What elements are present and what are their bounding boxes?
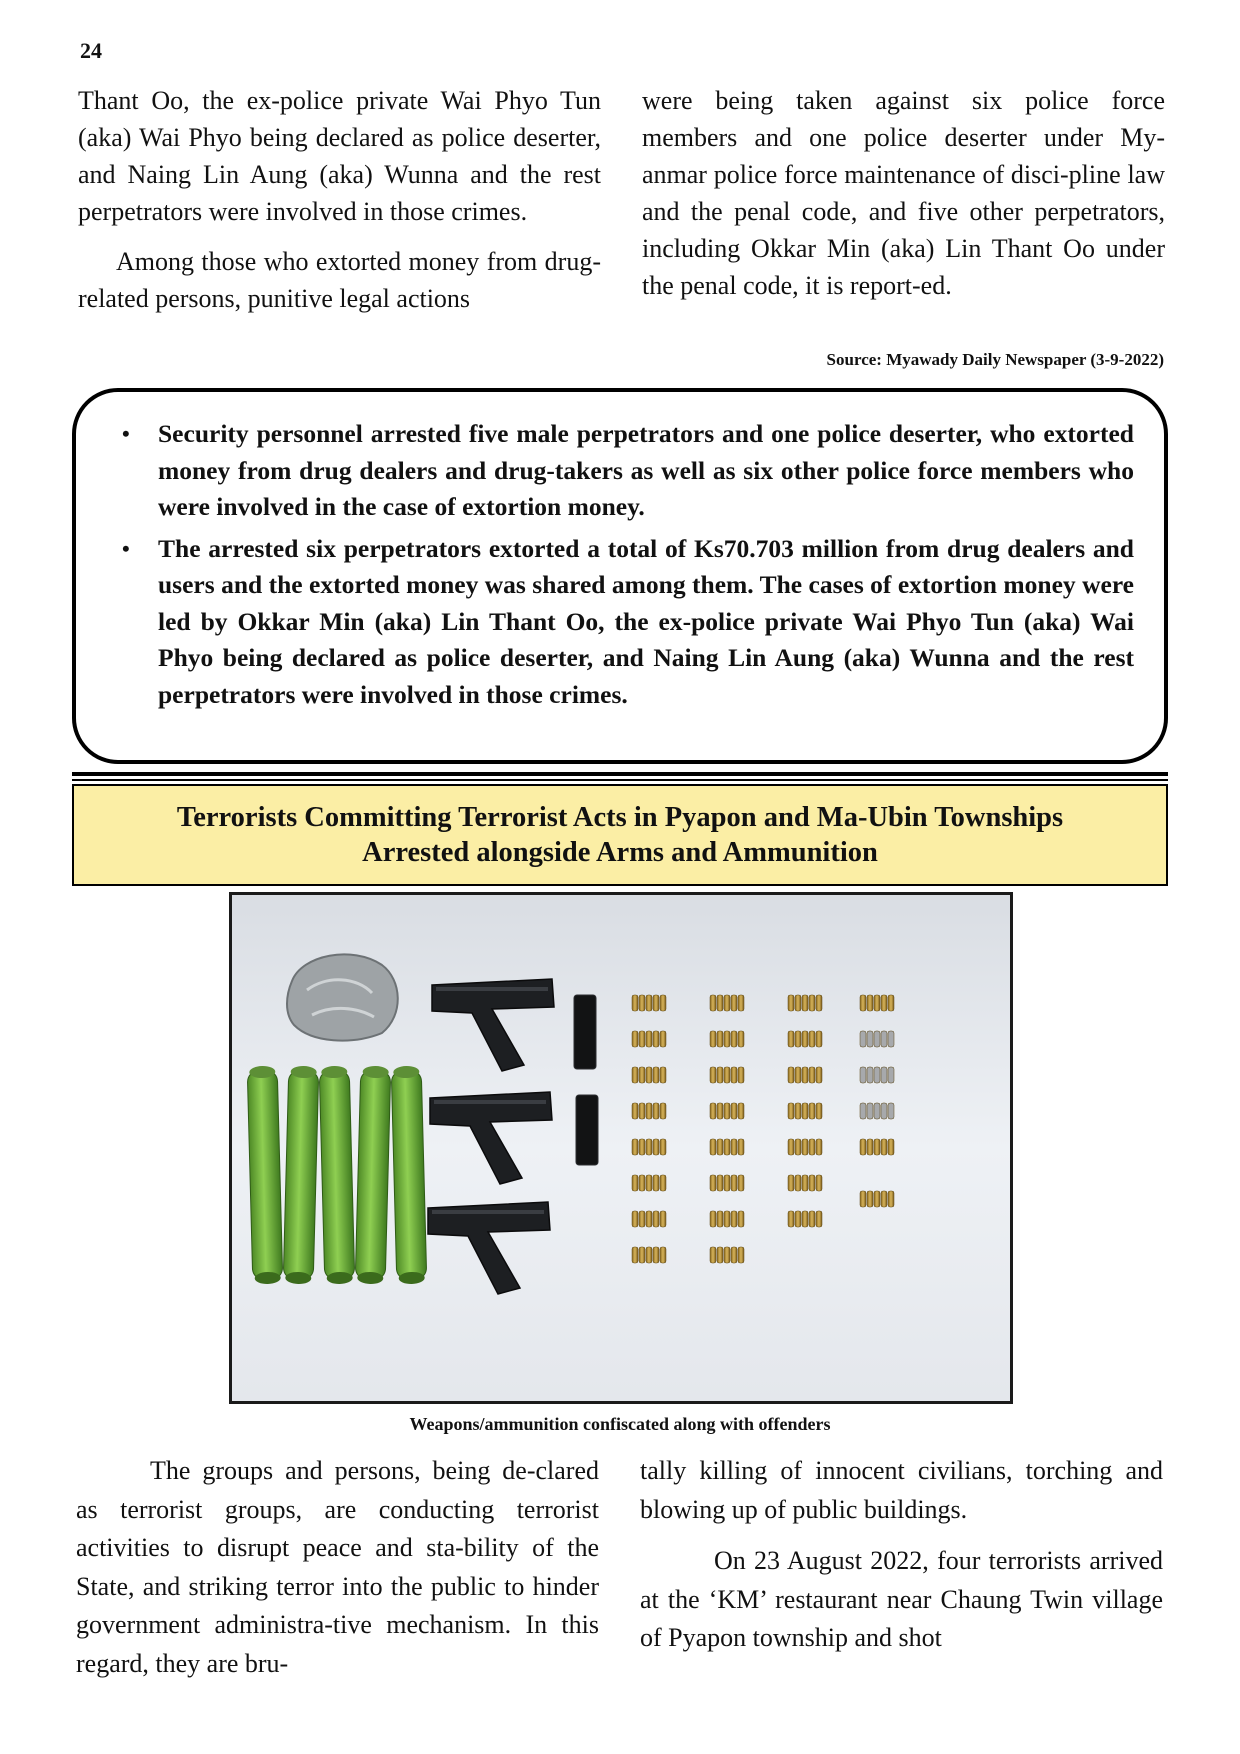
article-top-left-column bbox=[78, 82, 601, 330]
ammunition-row bbox=[860, 995, 894, 1011]
explosive-stick bbox=[319, 1066, 355, 1285]
ammunition-row bbox=[710, 1211, 744, 1227]
article-bottom-left-column bbox=[76, 1452, 599, 1696]
paragraph: Among those who extorted money from drug-related persons, punitive legal actions bbox=[78, 247, 601, 313]
explosive-stick bbox=[391, 1066, 427, 1285]
magazine bbox=[574, 995, 596, 1069]
ammunition-row bbox=[632, 1247, 666, 1263]
ammunition-row bbox=[710, 1031, 744, 1047]
ammunition-row bbox=[788, 1067, 822, 1083]
ammunition-row bbox=[632, 1031, 666, 1047]
paragraph: The groups and persons, being de-clared as terrorist groups, are conducting terrorist activities to disrupt peace and sta-bility of the State, and striking terror into the public to hinder government administra-tive mechanism. In this regard, they are bru- bbox=[76, 1456, 599, 1678]
bullet-icon: • bbox=[122, 535, 130, 561]
article-headline bbox=[72, 784, 1168, 886]
confiscated-weapons-photo bbox=[229, 892, 1013, 1404]
ammunition-row bbox=[632, 1139, 666, 1155]
summary-item bbox=[122, 416, 1134, 526]
explosive-stick bbox=[355, 1066, 391, 1285]
ammunition-row bbox=[710, 1139, 744, 1155]
section-divider bbox=[72, 772, 1168, 776]
ammunition-row bbox=[788, 1103, 822, 1119]
paragraph: On 23 August 2022, four terrorists arrived at the ‘KM’ restaurant near Chaung Twin village of Pyapon township and shot bbox=[640, 1546, 1163, 1652]
ammunition-row bbox=[788, 995, 822, 1011]
paragraph: were being taken against six police force members and one police deserter under My-anmar police force maintenance of disci-pline law and the penal code, and five other perpetrators, including Okkar Min (aka) Lin Thant Oo under the penal code, it is report-ed. bbox=[642, 86, 1165, 300]
ammunition-row bbox=[710, 1103, 744, 1119]
ammunition-row bbox=[710, 995, 744, 1011]
ammunition-row bbox=[788, 1031, 822, 1047]
section-divider bbox=[72, 779, 1168, 781]
headline-line: Terrorists Committing Terrorist Acts in Pyapon and Ma-Ubin Townships bbox=[176, 802, 1064, 833]
ammunition-row bbox=[860, 1139, 894, 1155]
headline-line: Arrested alongside Arms and Ammunition bbox=[362, 837, 878, 868]
ammunition-row bbox=[632, 1175, 666, 1191]
ammunition-row bbox=[860, 1067, 894, 1083]
photo-caption: Weapons/ammunition confiscated along with offenders bbox=[409, 1414, 831, 1434]
ammunition-row bbox=[710, 1247, 744, 1263]
ammunition-row bbox=[860, 1103, 894, 1119]
magazine bbox=[576, 1095, 598, 1165]
bullet-icon: • bbox=[122, 421, 130, 446]
explosive-stick bbox=[283, 1066, 319, 1285]
ammunition-row bbox=[710, 1175, 744, 1191]
plastic-bag bbox=[287, 954, 398, 1040]
summary-item bbox=[122, 531, 1134, 714]
ammunition-row bbox=[788, 1211, 822, 1227]
explosive-sticks bbox=[247, 1066, 427, 1285]
summary-item-text: The arrested six perpetrators extorted a total of Ks70.703 million from drug dealers and users and the extorted money was shared among them. The cases of extortion money were led by Okkar Min (aka) Lin Thant Oo, the ex-police private Wai Phyo Tun (aka) Wai Phyo being declared as police deserter, and Naing Lin Aung (aka) Wunna and the rest perpetrators were involved in those crimes. bbox=[158, 533, 1134, 709]
paragraph: Thant Oo, the ex-police private Wai Phyo Tun (aka) Wai Phyo being declared as police deserter, and Naing Lin Aung (aka) Wunna and the rest perpetrators were involved in those crimes. bbox=[78, 86, 601, 226]
source-citation: Source: Myawady Daily Newspaper (3-9-2022) bbox=[826, 350, 1164, 369]
summary-box bbox=[72, 388, 1168, 764]
summary-item-text: Security personnel arrested five male perpetrators and one police deserter, who extorted money from drug dealers and drug-takers as well as six other police force members who were involved in the case of extortion money. bbox=[158, 419, 1134, 521]
article-top-right-column bbox=[642, 82, 1165, 317]
ammunition-row bbox=[632, 1211, 666, 1227]
ammunition-row bbox=[860, 1191, 894, 1207]
weapons-photo-illustration bbox=[232, 895, 1010, 1401]
paragraph: tally killing of innocent civilians, torching and blowing up of public buildings. bbox=[640, 1456, 1163, 1524]
ammunition-row bbox=[632, 1067, 666, 1083]
ammunition-row bbox=[710, 1067, 744, 1083]
page-number: 24 bbox=[80, 38, 102, 63]
ammunition-row bbox=[860, 1031, 894, 1047]
summary-list bbox=[122, 416, 1134, 713]
explosive-stick bbox=[247, 1066, 283, 1285]
ammunition-row bbox=[632, 1103, 666, 1119]
ammunition-row bbox=[632, 995, 666, 1011]
article-bottom-right-column bbox=[640, 1452, 1163, 1671]
ammunition-row bbox=[788, 1175, 822, 1191]
ammunition-row bbox=[788, 1139, 822, 1155]
